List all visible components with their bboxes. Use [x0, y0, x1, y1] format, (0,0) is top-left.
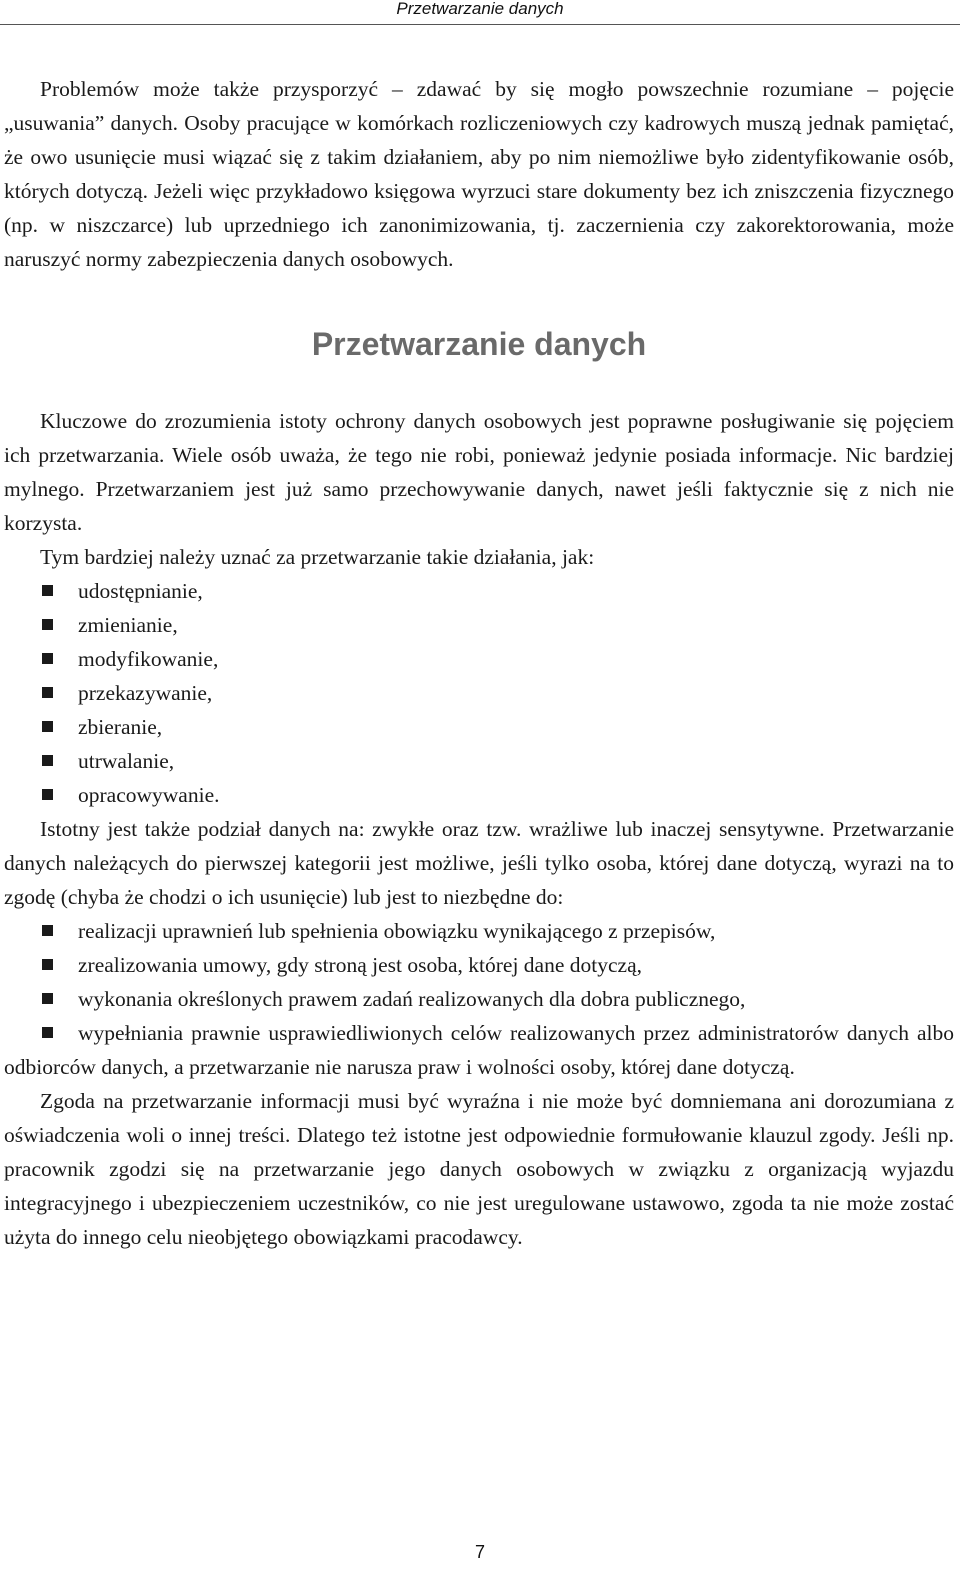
- square-bullet-icon: [42, 993, 53, 1004]
- list-item-text: wykonania określonych prawem zadań realizowanych dla dobra publicznego,: [78, 987, 746, 1011]
- list-item: [4, 710, 954, 744]
- running-header-title: Przetwarzanie danych: [396, 0, 564, 18]
- square-bullet-icon: [42, 721, 53, 732]
- intro-paragraph: Problemów może także przysporzyć – zdawać by się mogło powszechnie rozumiane – pojęcie „usuwania” danych. Osoby pracujące w komórkach rozliczeniowych czy kadrowych muszą jednak pamiętać, że owo usunięcie musi wiązać się z takim działaniem, aby po nim niemożliwe było zidentyfikowanie osób, których dotyczą. Jeżeli więc przykładowo księgowa wyrzuci stare dokumenty bez ich zniszczenia fizycznego (np. w niszczarce) lub uprzedniego ich zanonimizowania, tj. zaczernienia czy zakorektorowania, może naruszyć normy zabezpieczenia danych osobowych.: [4, 77, 954, 271]
- square-bullet-icon: [42, 619, 53, 630]
- list-item-text: zrealizowania umowy, gdy stroną jest osoba, której dane dotyczą,: [78, 953, 642, 977]
- page-number: 7: [474, 1542, 485, 1562]
- section-heading: Przetwarzanie danych: [311, 326, 647, 362]
- list-item-text: realizacji uprawnień lub spełnienia obowiązku wynikającego z przepisów,: [78, 919, 716, 943]
- square-bullet-icon: [42, 755, 53, 766]
- section-paragraph-1: Kluczowe do zrozumienia istoty ochrony danych osobowych jest poprawne posługiwanie się pojęciem ich przetwarzania. Wiele osób uważa, że tego nie robi, ponieważ jedynie posiada informacje. Nic bardziej mylnego. Przetwarzaniem jest już samo przechowywanie danych, nawet jeśli faktycznie się z nich nie korzysta.: [4, 409, 954, 535]
- processing-actions-list: [4, 574, 954, 812]
- page-content: [4, 72, 954, 1254]
- list-item: [4, 574, 954, 608]
- list-item: [4, 914, 954, 948]
- square-bullet-icon: [42, 1027, 53, 1038]
- section-paragraph-3: Istotny jest także podział danych na: zwykłe oraz tzw. wrażliwe lub inaczej sensytywne. Przetwarzanie danych należących do pierwszej kategorii jest możliwe, jeśli tylko osoba, której dane dotyczą, wyrazi na to zgodę (chyba że chodzi o ich usunięcie) lub jest to niezbędne do:: [4, 817, 954, 909]
- list-item: [4, 982, 954, 1016]
- list-item-text: opracowywanie.: [78, 783, 220, 807]
- list-item-text: wypełniania prawnie usprawiedliwionych celów realizowanych przez administratorów danych albo odbiorców danych, a przetwarzanie nie narusza praw i wolności osoby, której dane dotyczą.: [4, 1021, 954, 1079]
- list-item: [4, 642, 954, 676]
- list-item-text: zbieranie,: [78, 715, 163, 739]
- lawful-basis-list: [4, 914, 954, 1084]
- list-item-text: modyfikowanie,: [78, 647, 219, 671]
- square-bullet-icon: [42, 959, 53, 970]
- list-item: [4, 948, 954, 982]
- running-header: [0, 0, 960, 25]
- list-item: [4, 676, 954, 710]
- list-item: [4, 744, 954, 778]
- square-bullet-icon: [42, 925, 53, 936]
- list-item: [4, 778, 954, 812]
- list-item-text: zmienianie,: [78, 613, 178, 637]
- list-item: [4, 608, 954, 642]
- section-paragraph-2: Tym bardziej należy uznać za przetwarzanie takie działania, jak:: [40, 545, 595, 569]
- list-item: [4, 1016, 954, 1084]
- section-paragraph-4: Zgoda na przetwarzanie informacji musi być wyraźna i nie może być domniemana ani dorozumiana z oświadczenia woli o innej treści. Dlatego też istotne jest odpowiednie formułowanie klauzul zgody. Jeśli np. pracownik zgodzi się na przetwarzanie jego danych osobowych w związku z organizacją wyjazdu integracyjnego i ubezpieczeniem uczestników, co nie jest uregulowane ustawowo, zgoda ta nie może zostać użyta do innego celu nieobjętego obowiązkami pracodawcy.: [4, 1089, 954, 1249]
- list-item-text: utrwalanie,: [78, 749, 175, 773]
- square-bullet-icon: [42, 687, 53, 698]
- list-item-text: przekazywanie,: [78, 681, 213, 705]
- square-bullet-icon: [42, 653, 53, 664]
- list-item-text: udostępnianie,: [78, 579, 203, 603]
- square-bullet-icon: [42, 789, 53, 800]
- square-bullet-icon: [42, 585, 53, 596]
